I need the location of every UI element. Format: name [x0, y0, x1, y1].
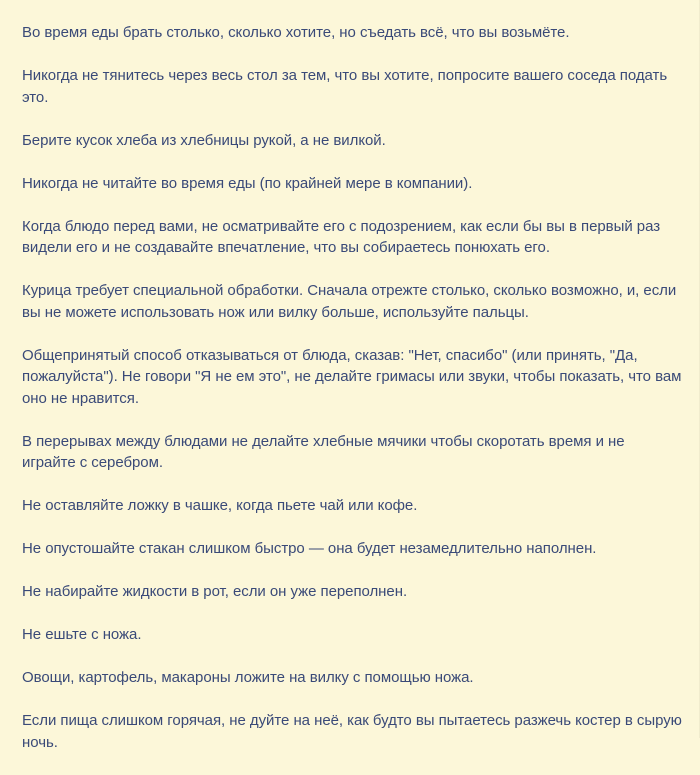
etiquette-rule: Не ешьте с ножа. [22, 626, 142, 643]
etiquette-rule: Не опустошайте стакан слишком быстро — она будет незамедлительно наполнен. [22, 540, 597, 557]
etiquette-rule: Курица требует специальной обработки. Сначала отрежте столько, сколько возможно, и, если вы не можете использовать нож или вилку больше, используйте пальцы. [22, 282, 677, 321]
etiquette-rule: Общепринятый способ отказываться от блюда, сказав: "Нет, спасибо" (или принять, "Да, пожалуйста"). Не говори "Я не ем это", не делайте гримасы или звуки, чтобы показать, что вам оно не нравится. [22, 346, 682, 407]
etiquette-rule: Не оставляйте ложку в чашке, когда пьете чай или кофе. [22, 497, 418, 514]
etiquette-rule: Если пища слишком горячая, не дуйте на неё, как будто вы пытаетесь разжечь костер в сырую ночь. [22, 712, 682, 751]
etiquette-rule: Во время еды брать столько, сколько хотите, но съедать всё, что вы возьмёте. [22, 24, 570, 41]
etiquette-rule: Не набирайте жидкости в рот, если он уже переполнен. [22, 583, 408, 600]
etiquette-rule: Берите кусок хлеба из хлебницы рукой, а не вилкой. [22, 131, 386, 149]
etiquette-rule: Когда блюдо перед вами, не осматривайте его с подозрением, как если бы вы в первый раз видели его и не создавайте впечатление, что вы собираетесь понюхать его. [22, 217, 661, 256]
etiquette-rule: Овощи, картофель, макароны ложите на вилку с помощью ножа. [22, 669, 474, 686]
etiquette-rule: В перерывах между блюдами не делайте хлебные мячики чтобы скоротать время и не играйте с серебром. [22, 432, 625, 471]
etiquette-rule: Никогда не тянитесь через весь стол за тем, что вы хотите, попросите вашего соседа подать это. [22, 67, 668, 106]
etiquette-rule: Никогда не читайте во время еды (по крайней мере в компании). [22, 174, 473, 192]
etiquette-rule [22, 0, 682, 1]
